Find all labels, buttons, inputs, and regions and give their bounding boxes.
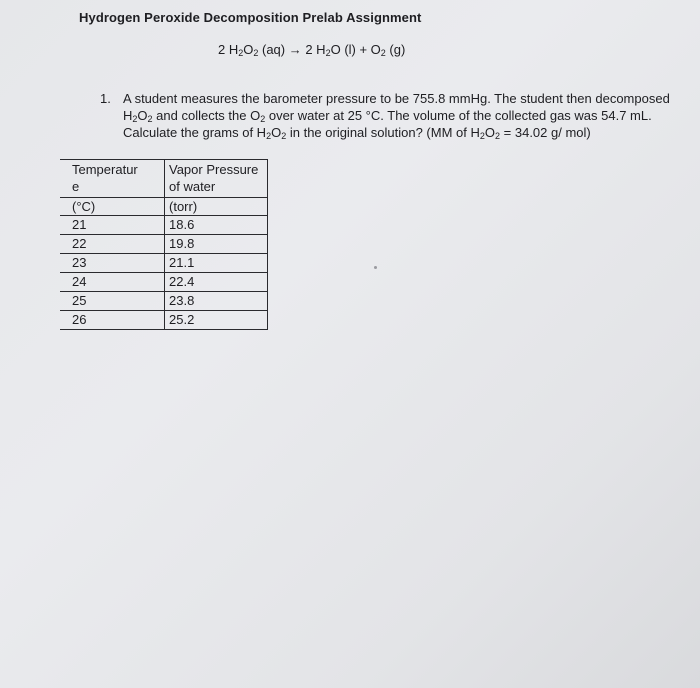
q-text: = 34.02 g/ mol) [500,125,591,140]
question-line-3 [123,125,591,141]
table-row [60,311,268,330]
cell-pressure: 23.8 [165,292,268,311]
unit-torr: (torr) [165,198,268,216]
eq-sub: 2 [253,48,259,58]
unit-celsius: (°C) [60,198,165,216]
eq-text: (aq) → 2 H [258,42,326,57]
eq-text: (g) [385,42,406,57]
table-row [60,216,268,235]
table-row [60,292,268,311]
header-text: Vapor Pressure [169,162,259,177]
q-sub: 2 [495,131,501,141]
table-unit-row [60,198,268,216]
page-title: Hydrogen Peroxide Decomposition Prelab Assignment [79,10,422,25]
cell-pressure: 22.4 [165,273,268,292]
question-number: 1. [100,91,111,106]
question-line-1: A student measures the barometer pressure to be 755.8 mmHg. The student then decomposed [123,91,670,106]
cell-temp: 24 [60,273,165,292]
reaction-equation [218,42,405,58]
eq-sub: 2 [380,48,386,58]
eq-sub: 2 [325,48,331,58]
header-temperature [60,160,165,198]
cell-temp: 21 [60,216,165,235]
cell-pressure: 21.1 [165,254,268,273]
q-sub: 2 [132,114,138,124]
q-sub: 2 [479,131,485,141]
q-text: O [484,125,496,140]
q-text: and collects the O [152,108,261,123]
q-sub: 2 [281,131,287,141]
stray-mark [374,266,377,269]
cell-temp: 26 [60,311,165,330]
cell-pressure: 18.6 [165,216,268,235]
table-row [60,254,268,273]
header-text: Temperatur [72,162,138,177]
eq-reactant: 2 H [218,42,239,57]
table-row [60,235,268,254]
cell-pressure: 25.2 [165,311,268,330]
table-row [60,273,268,292]
cell-temp: 25 [60,292,165,311]
header-vapor-pressure [165,160,268,198]
q-text: in the original solution? (MM of H [286,125,480,140]
vapor-pressure-table [60,159,268,330]
q-text: over water at 25 °C. The volume of the collected gas was 54.7 mL. [265,108,652,123]
table-header-row [60,160,268,198]
q-text: Calculate the grams of H [123,125,267,140]
cell-temp: 23 [60,254,165,273]
cell-temp: 22 [60,235,165,254]
q-sub: 2 [260,114,266,124]
q-sub: 2 [266,131,272,141]
q-text: O [137,108,148,123]
header-text: of water [169,179,216,194]
question-line-2 [123,108,652,124]
eq-text: O [243,42,254,57]
eq-text: O (l) + O [330,42,381,57]
data-table [60,159,268,330]
q-sub: 2 [147,114,153,124]
cell-pressure: 19.8 [165,235,268,254]
header-text: e [72,179,80,194]
q-text: O [271,125,282,140]
q-text: H [123,108,133,123]
eq-sub: 2 [238,48,244,58]
